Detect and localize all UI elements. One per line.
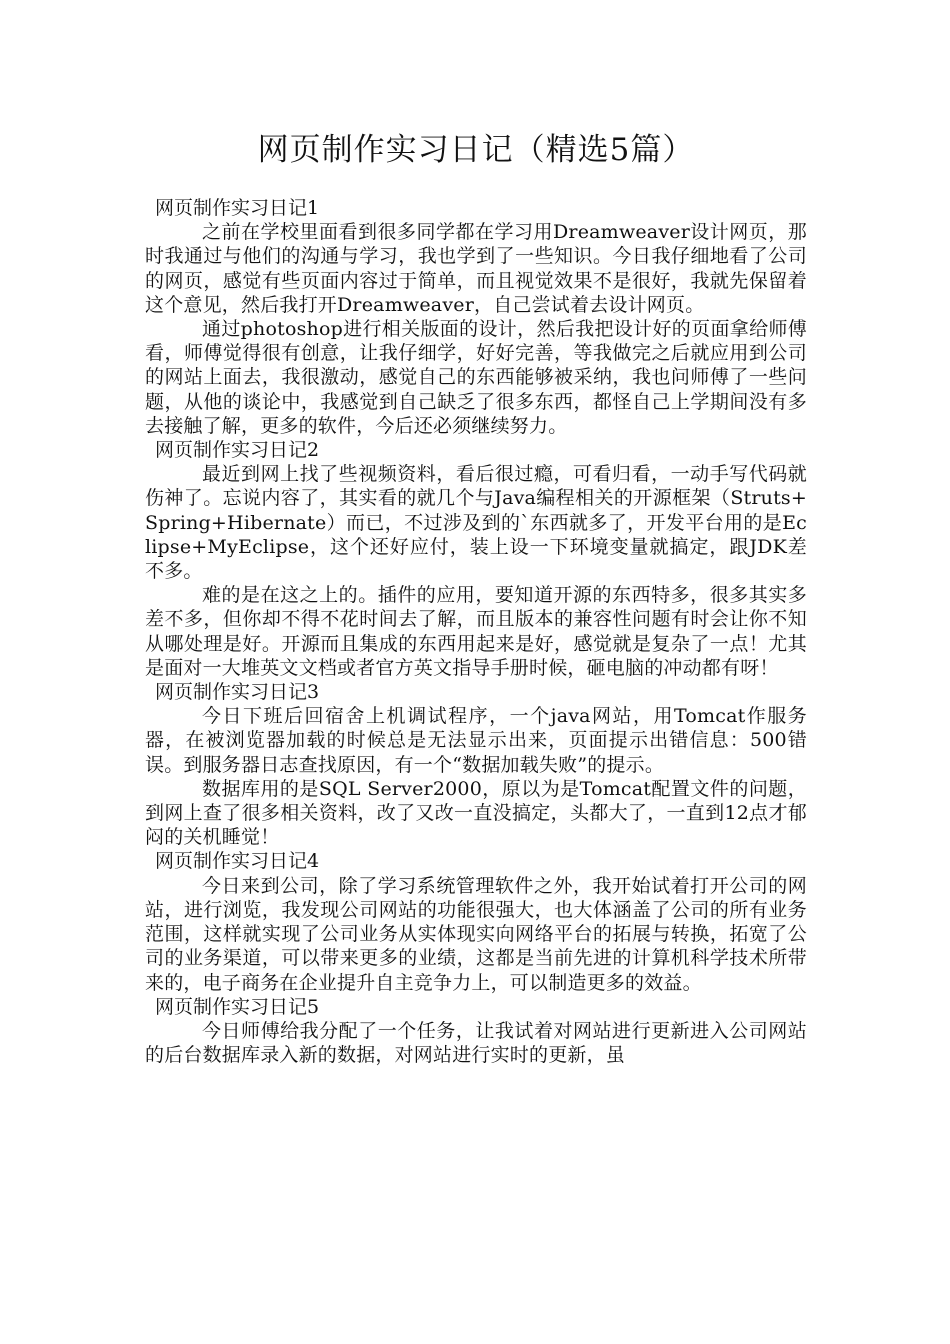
diary-entry-2: [145, 438, 807, 680]
paragraph: 数据库用的是SQL Server2000，原以为是Tomcat配置文件的问题，到网上查了很多相关资料，改了又改一直没搞定，头都大了，一直到12点才郁闷的关机睡觉！: [145, 777, 807, 849]
paragraph: 最近到网上找了些视频资料，看后很过瘾，可看归看，一动手写代码就伤神了。忘说内容了，其实看的就几个与Java编程相关的开源框架（Struts+Spring+Hibernate）而已，不过涉及到的`东西就多了，开发平台用的是Eclipse+MyEclipse，这个还好应付，装上设一下环境变量就搞定，跟JDK差不多。: [145, 463, 807, 583]
diary-entry-4: [145, 849, 807, 994]
diary-entry-5: [145, 995, 807, 1068]
paragraph: 之前在学校里面看到很多同学都在学习用Dreamweaver设计网页，那时我通过与他们的沟通与学习，我也学到了一些知识。今日我仔细地看了公司的网页，感觉有些页面内容过于简单，而且视觉效果不是很好，我就先保留着这个意见，然后我打开Dreamweaver，自己尝试着去设计网页。: [145, 221, 807, 316]
diary-entry-3: [145, 680, 807, 849]
paragraph: 今日来到公司，除了学习系统管理软件之外，我开始试着打开公司的网站，进行浏览，我发现公司网站的功能很强大，也大体涵盖了公司的所有业务范围，这样就实现了公司业务从实体现实向网络平台的拓展与转换，拓宽了公司的业务渠道，可以带来更多的业绩，这都是当前先进的计算机科学技术所带来的，电子商务在企业提升自主竞争力上，可以制造更多的效益。: [145, 874, 807, 994]
section-heading: 网页制作实习日记1: [155, 197, 320, 219]
paragraph: 今日下班后回宿舍上机调试程序，一个java网站，用Tomcat作服务器，在被浏览器加载的时候总是无法显示出来，页面提示出错信息：500错误。到服务器日志查找原因，有一个“数据加载失败”的提示。: [145, 705, 807, 776]
document-page: [145, 128, 807, 1067]
section-heading: 网页制作实习日记5: [155, 995, 320, 1018]
section-heading: 网页制作实习日记3: [155, 681, 320, 704]
paragraph: 今日师傅给我分配了一个任务，让我试着对网站进行更新进入公司网站的后台数据库录入新的数据，对网站进行实时的更新，虽: [145, 1019, 807, 1067]
page-title: 网页制作实习日记（精选5篇）: [257, 132, 695, 168]
section-heading: 网页制作实习日记2: [155, 439, 320, 462]
paragraph: 难的是在这之上的。插件的应用，要知道开源的东西特多，很多其实多差不多，但你却不得不花时间去了解，而且版本的兼容性问题有时会让你不知从哪处理是好。开源而且集成的东西用起来是好，感觉就是复杂了一点！尤其是面对一大堆英文文档或者官方英文指导手册时候，砸电脑的冲动都有呀！: [145, 584, 807, 679]
diary-entry-1: [145, 196, 807, 438]
paragraph: 通过photoshop进行相关版面的设计，然后我把设计好的页面拿给师傅看，师傅觉得很有创意，让我仔细学，好好完善，等我做完之后就应用到公司的网站上面去，我很激动，感觉自己的东西能够被采纳，我也问师傅了一些问题，从他的谈论中，我感觉到自己缺乏了很多东西，都怪自己上学期间没有多去接触了解，更多的软件，今后还必须继续努力。: [145, 318, 807, 437]
section-heading: 网页制作实习日记4: [155, 850, 320, 873]
